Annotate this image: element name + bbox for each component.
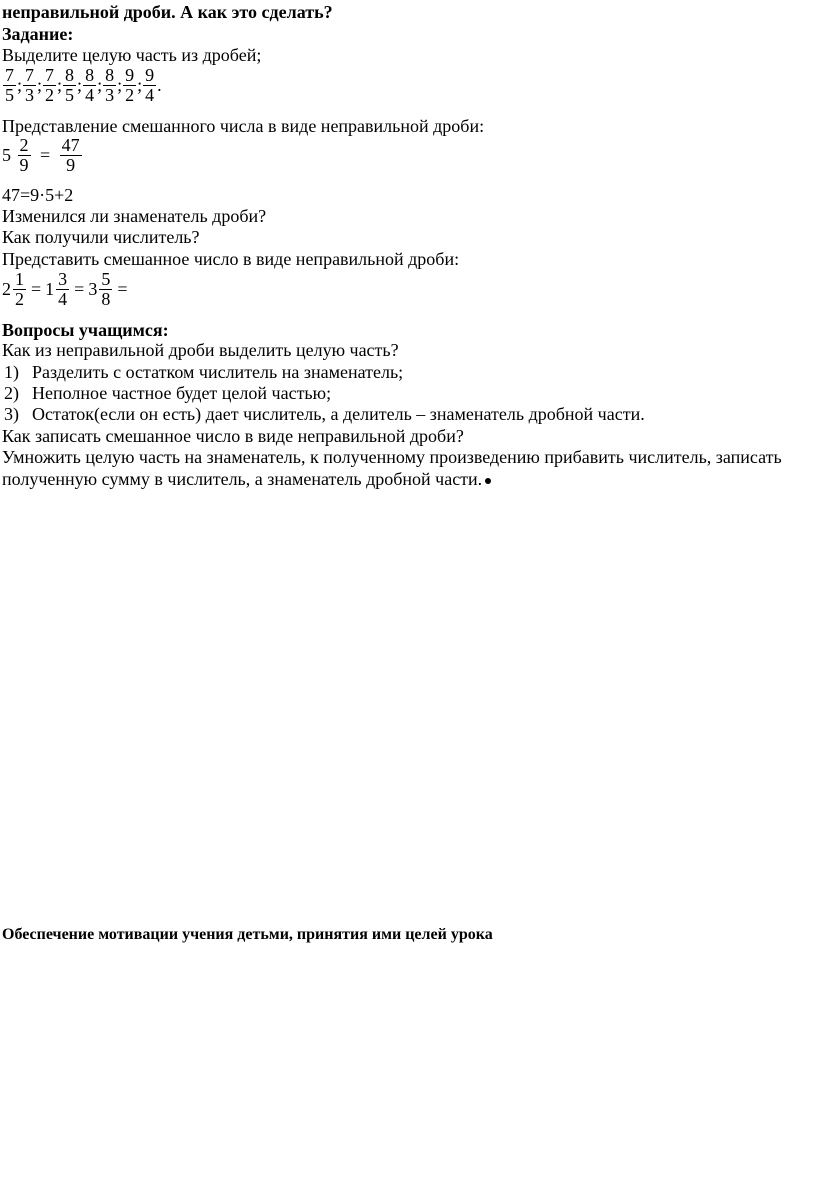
exercise-row — [2, 270, 131, 320]
denominator: 4 — [145, 85, 155, 105]
mixed-whole: 5 — [2, 145, 11, 165]
exercise-fraction-1 — [13, 270, 26, 309]
separator: ; — [17, 75, 23, 95]
numerator: 8 — [105, 65, 115, 85]
denominator: 2 — [125, 85, 135, 105]
step-marker: 3) — [4, 404, 19, 424]
questions-heading: Вопросы учащимся: — [2, 320, 169, 340]
denominator: 3 — [25, 85, 35, 105]
mixed-numerator: 2 — [19, 135, 29, 155]
separator: ; — [57, 75, 63, 95]
fraction-7 — [123, 66, 136, 105]
denominator: 5 — [65, 85, 75, 105]
exercise-whole: 3 — [88, 279, 98, 299]
fraction-2 — [23, 66, 36, 105]
fraction-3 — [43, 66, 56, 105]
separator: ; — [77, 75, 83, 95]
exercise-whole: 2 — [2, 279, 11, 299]
exercise-whole: 1 — [45, 279, 55, 299]
numerator: 8 — [65, 65, 75, 85]
separator: ; — [117, 75, 123, 95]
equals-sign: = — [31, 279, 42, 299]
bullet-dot-icon — [485, 478, 491, 484]
numerator: 9 — [145, 65, 155, 85]
fraction-1 — [3, 66, 16, 105]
equals-sign: = — [74, 279, 85, 299]
formula: 47=9·5+2 — [2, 185, 74, 205]
mixed-example — [2, 136, 83, 186]
denominator: 4 — [58, 289, 68, 309]
footer-heading: Обеспечение мотивации учения детьми, принятия ими целей урока — [2, 926, 493, 943]
numerator: 7 — [5, 65, 14, 85]
question-numerator: Как получили числитель? — [2, 227, 200, 247]
exercise-fraction-3 — [99, 270, 112, 309]
mixed-intro: Представление смешанного числа в виде неправильной дроби: — [2, 116, 485, 136]
numerator: 8 — [85, 65, 95, 85]
result-fraction — [60, 136, 82, 175]
step-text: Разделить с остатком числитель на знаменатель; — [32, 362, 404, 382]
equals-sign: = — [40, 145, 51, 165]
denominator: 8 — [101, 289, 111, 309]
task-text: Выделите целую часть из дробей; — [2, 45, 262, 65]
separator: . — [157, 75, 162, 95]
question-whole-part: Как из неправильной дроби выделить целую часть? — [2, 340, 399, 360]
exercise-text: Представить смешанное число в виде неправильной дроби: — [2, 249, 460, 269]
mixed-fraction — [18, 136, 31, 175]
step-item — [4, 383, 331, 403]
fraction-5 — [83, 66, 96, 105]
denominator: 3 — [105, 85, 115, 105]
denominator: 5 — [5, 85, 14, 105]
equals-sign: = — [117, 279, 128, 299]
fraction-4 — [63, 66, 76, 105]
denominator: 2 — [45, 85, 55, 105]
step-text: Остаток(если он есть) дает числитель, а делитель – знаменатель дробной части. — [32, 404, 645, 424]
denominator: 2 — [15, 289, 24, 309]
answer-paragraph — [2, 446, 812, 490]
result-denominator: 9 — [66, 155, 76, 175]
step-item — [4, 404, 645, 424]
separator: ; — [37, 75, 43, 95]
step-marker: 2) — [4, 383, 19, 403]
separator: ; — [137, 75, 143, 95]
fraction-8 — [143, 66, 156, 105]
numerator: 7 — [45, 65, 55, 85]
numerator: 1 — [15, 269, 24, 289]
task-heading: Задание: — [2, 24, 74, 44]
result-numerator: 47 — [61, 135, 80, 155]
numerator: 9 — [125, 65, 135, 85]
fraction-6 — [103, 66, 116, 105]
header-line: неправильной дроби. А как это сделать? — [2, 2, 333, 22]
mixed-denominator: 9 — [19, 155, 29, 175]
exercise-fraction-2 — [56, 270, 69, 309]
step-item — [4, 362, 403, 382]
answer-text: Умножить целую часть на знаменатель, к полученному произведению прибавить числитель, записать полученную сумму в числитель, а знаменатель дробной части. — [2, 447, 782, 489]
step-marker: 1) — [4, 362, 19, 382]
fractions-row — [2, 66, 162, 116]
question-mixed-to-improper: Как записать смешанное число в виде неправильной дроби? — [2, 426, 464, 446]
numerator: 5 — [101, 269, 111, 289]
numerator: 7 — [25, 65, 35, 85]
denominator: 4 — [85, 85, 95, 105]
separator: ; — [97, 75, 103, 95]
numerator: 3 — [58, 269, 68, 289]
step-text: Неполное частное будет целой частью; — [32, 383, 332, 403]
question-denominator: Изменился ли знаменатель дроби? — [2, 206, 267, 226]
